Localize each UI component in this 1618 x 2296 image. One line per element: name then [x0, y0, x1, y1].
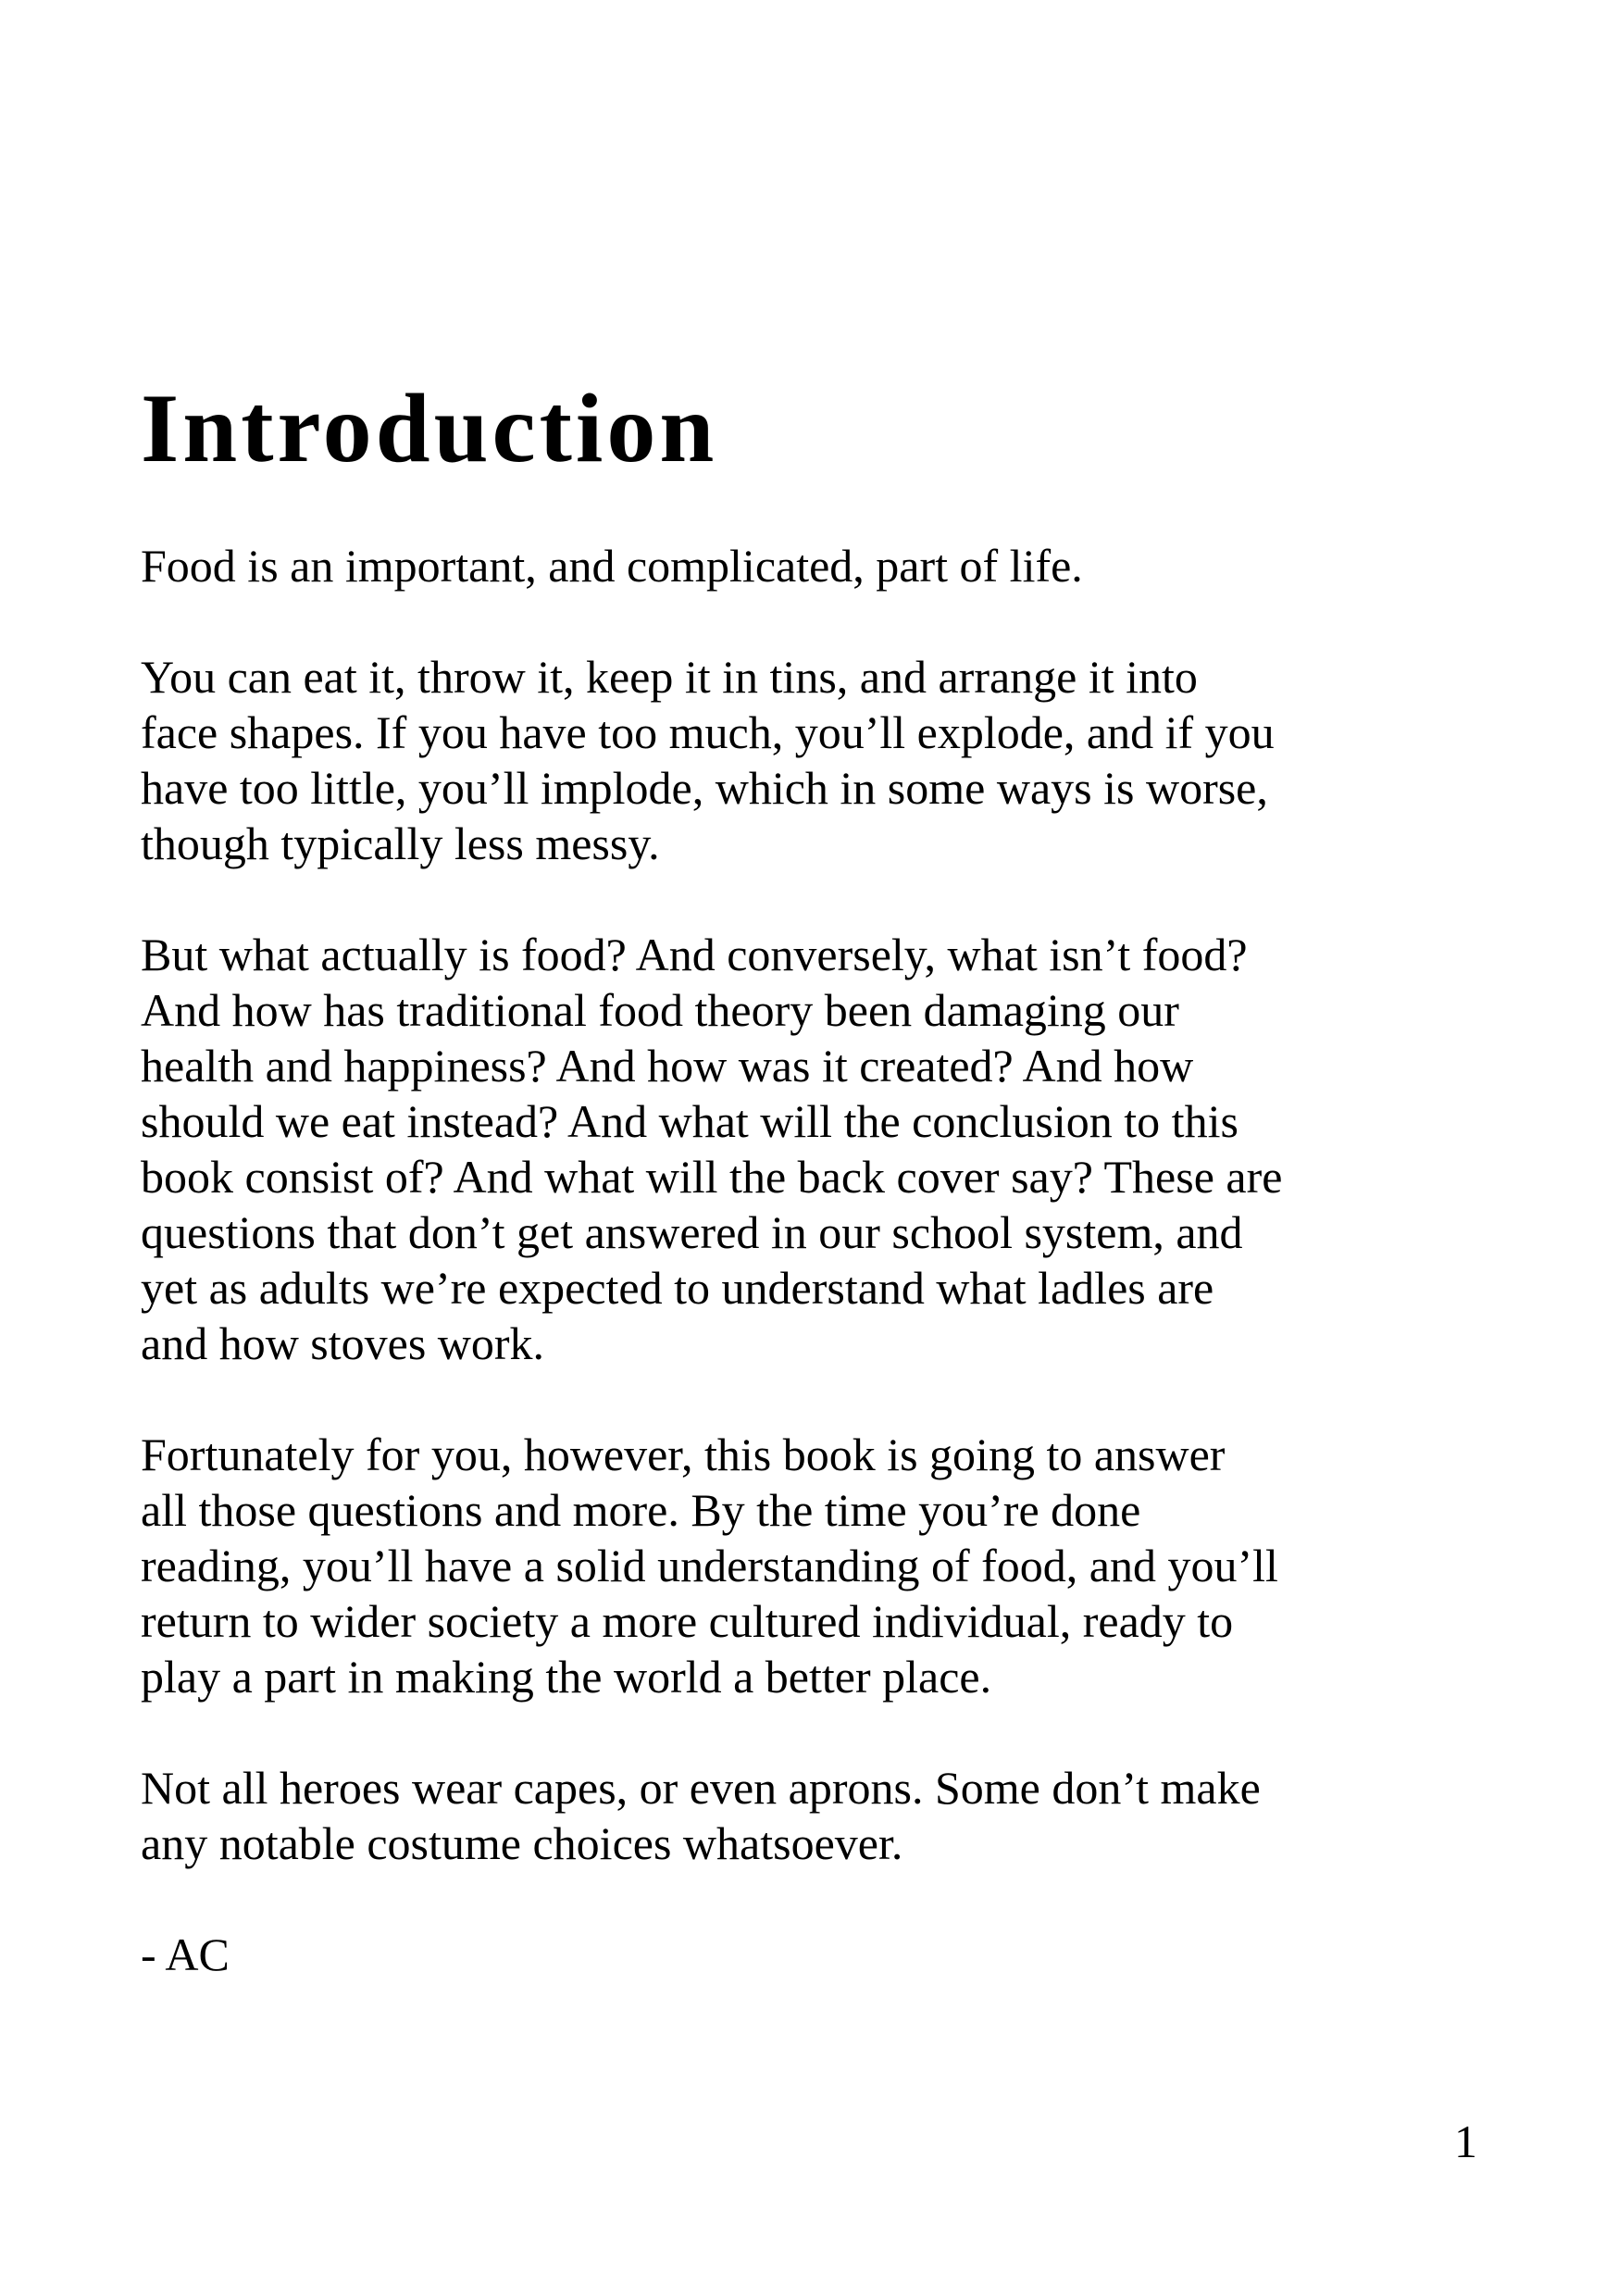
- paragraph-promise: [141, 1427, 1483, 1704]
- paragraph-eat-it: [141, 649, 1483, 871]
- text-line: and how stoves work.: [141, 1317, 545, 1369]
- text-line: return to wider society a more cultured individual, ready to: [141, 1595, 1234, 1647]
- paragraph-questions: [141, 927, 1483, 1371]
- text-line: questions that don’t get answered in our school system, and: [141, 1206, 1243, 1258]
- text-line: reading, you’ll have a solid understanding of food, and you’ll: [141, 1540, 1278, 1591]
- text-line: face shapes. If you have too much, you’ll explode, and if you: [141, 706, 1275, 758]
- text-line: should we eat instead? And what will the conclusion to this: [141, 1095, 1238, 1147]
- text-line: But what actually is food? And conversely, what isn’t food?: [141, 929, 1248, 980]
- paragraph-intro: [141, 538, 1483, 593]
- text-line: And how has traditional food theory been damaging our: [141, 984, 1179, 1036]
- text-line: all those questions and more. By the time you’re done: [141, 1484, 1141, 1536]
- text-line: Food is an important, and complicated, part of life.: [141, 540, 1083, 592]
- text-line: have too little, you’ll implode, which in some ways is worse,: [141, 762, 1268, 814]
- text-line: yet as adults we’re expected to understand what ladles are: [141, 1262, 1214, 1314]
- page-number: 1: [1454, 2115, 1477, 2167]
- text-line: You can eat it, throw it, keep it in tins, and arrange it into: [141, 651, 1198, 703]
- text-line: any notable costume choices whatsoever.: [141, 1817, 903, 1869]
- text-line: health and happiness? And how was it created? And how: [141, 1040, 1194, 1092]
- paragraph-signature: [141, 1927, 1483, 1982]
- text-line: Not all heroes wear capes, or even aprons. Some don’t make: [141, 1762, 1261, 1814]
- text-line: Fortunately for you, however, this book is going to answer: [141, 1429, 1226, 1480]
- paragraph-heroes: [141, 1760, 1483, 1871]
- author-initials: - AC: [141, 1928, 230, 1980]
- text-line: book consist of? And what will the back cover say? These are: [141, 1151, 1283, 1203]
- page-title: Introduction: [141, 374, 718, 483]
- text-line: play a part in making the world a better place.: [141, 1651, 992, 1703]
- text-line: though typically less messy.: [141, 817, 660, 869]
